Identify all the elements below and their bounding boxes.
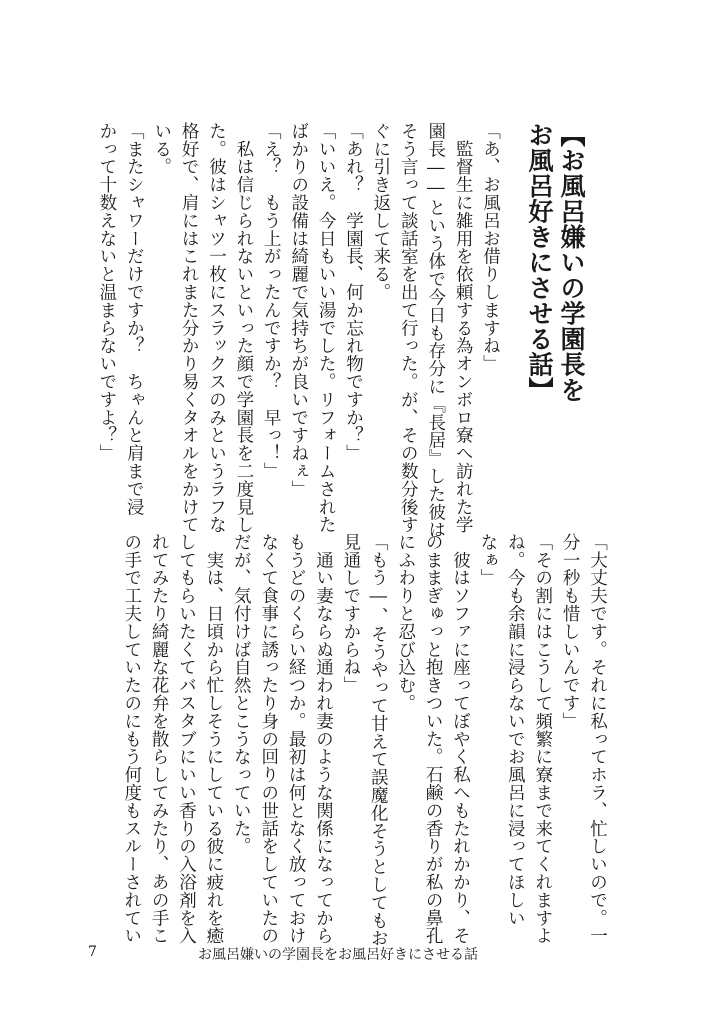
text-line: 実は、日頃から忙しそうにしている彼に疲れを癒 <box>203 533 224 945</box>
text-line: 私は信じられないといった顔で学園長を二度見し <box>233 122 254 534</box>
text-line: なぁ」 <box>477 533 498 587</box>
text-line: 分一秒も惜しいんです」 <box>560 533 581 730</box>
text-line: 見通しですからね」 <box>340 533 361 695</box>
text-line: 「あ、お風呂お借りしますね」 <box>480 122 501 373</box>
text-line: のままぎゅっと抱きついた。石鹸の香りが私の鼻孔 <box>423 533 444 945</box>
text-line: かって十数えないと温まらないですよ？」 <box>96 122 117 463</box>
text-line: そう言って談話室を出て行った。が、その数分後す <box>398 122 419 534</box>
text-line: 「あれ？ 学園長、何か忘れ物ですか？」 <box>343 122 364 463</box>
text-line: 「もう―、そうやって甘えて誤魔化そうとしてもお <box>368 533 389 948</box>
text-line: 「またシャワーだけですか？ ちゃんと肩まで浸 <box>124 122 145 516</box>
text-line: の手で工夫していたのにもう何度もスルーされてい <box>121 533 142 945</box>
text-line: 「大丈夫です。それに私ってホラ、忙しいので。一 <box>587 533 608 945</box>
text-line: 「いいえ。今日もいい湯でした。リフォームされた <box>316 122 337 534</box>
text-line: もうどのくらい経つか。最初は何となく放っておけ <box>286 533 307 945</box>
text-line: してもらいたくてバスタブにいい香りの入浴剤を入 <box>176 533 197 945</box>
title-line: お風呂好きにさせる話】 <box>525 122 554 403</box>
text-line: にふわりと忍び込む。 <box>395 533 416 712</box>
text-line: 「その割にはこうして頻繁に寮まで来てくれますよ <box>532 533 553 945</box>
text-line: れてみたり綺麗な花弁を散らしてみたり、あの手こ <box>149 533 170 945</box>
text-line: だが、気付けば自然とこうなっていた。 <box>231 533 252 856</box>
page-number: 7 <box>88 944 97 960</box>
running-title: お風呂嫌いの学園長をお風呂好きにさせる話 <box>198 947 478 963</box>
text-line: ね。今も余韻に浸らないでお風呂に浸ってほしい <box>505 533 526 927</box>
text-line: 通い妻ならぬ通われ妻のような関係になってから <box>313 533 334 945</box>
text-line: 「え？ もう上がったんですか？ 早っ！」 <box>261 122 282 480</box>
text-line: 園長――という体で今日も存分に『長居』した彼は <box>425 122 446 539</box>
text-line: 彼はソファに座ってぼやく私へもたれかかり、そ <box>450 533 471 945</box>
text-line: た。彼はシャツ一枚にスラックスのみというラフな <box>206 122 227 534</box>
text-line: 格好で、肩にはこれまた分かり易くタオルをかけて <box>179 122 200 534</box>
text-line: なくて食事に誘ったり身の回りの世話をしていたの <box>258 533 279 945</box>
text-line: ぐに引き返して来る。 <box>370 122 391 301</box>
text-line: いる。 <box>151 122 172 176</box>
title-line: 【お風呂嫌いの学園長を <box>557 122 586 403</box>
text-line: ばかりの設備は綺麗で気持ちが良いですねぇ」 <box>288 122 309 498</box>
text-line: 監督生に雑用を依頼する為オンボロ寮へ訪れた学 <box>453 122 474 534</box>
